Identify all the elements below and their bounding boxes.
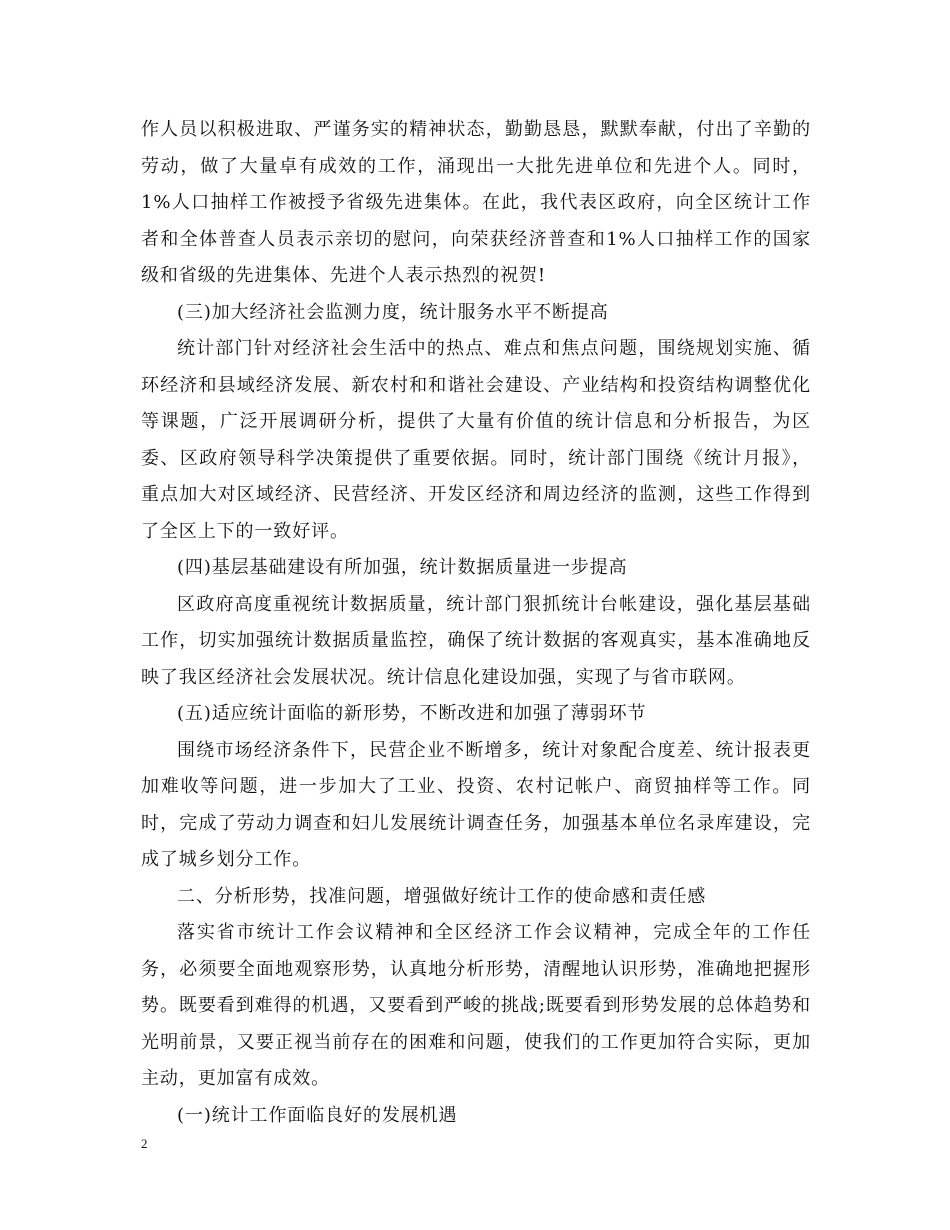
paragraph-4: 围绕市场经济条件下，民营企业不断增多，统计对象配合度差、统计报表更加难收等问题，进一步加大了工业、投资、农村记帐户、商贸抽样等工作。同时，完成了劳动力调查和妇儿发展统计调查任务，加强基本单位名录库建设，完成了城乡划分工作。 — [141, 739, 811, 870]
chapter-heading-2: 二、分析形势，找准问题，增强做好统计工作的使命感和责任感 — [177, 885, 707, 907]
paragraph-1: 作人员以积极进取、严谨务实的精神状态，勤勤恳恳，默默奉献，付出了辛勤的劳动，做了大量卓有成效的工作，涌现出一大批先进单位和先进个人。同时，1%人口抽样工作被授予省级先进集体。在此，我代表区政府，向全区统计工作者和全体普查人员表示亲切的慰问，向荣获经济普查和1%人口抽样工作的国家级和省级的先进集体、先进个人表示热烈的祝贺! — [141, 119, 811, 286]
paragraph-3: 区政府高度重视统计数据质量，统计部门狠抓统计台帐建设，强化基层基础工作，切实加强统计数据质量监控，确保了统计数据的客观真实，基本准确地反映了我区经济社会发展状况。统计信息化建设加强，实现了与省市联网。 — [141, 593, 811, 688]
page-number: 2 — [141, 1136, 148, 1151]
section-heading-3: (三)加大经济社会监测力度，统计服务水平不断提高 — [177, 301, 609, 323]
section-heading-4: (四)基层基础建设有所加强，统计数据质量进一步提高 — [177, 557, 628, 578]
paragraph-2: 统计部门针对经济社会生活中的热点、难点和焦点问题，围绕规划实施、循环经济和县域经济发展、新农村和和谐社会建设、产业结构和投资结构调整优化等课题，广泛开展调研分析，提供了大量有价值的统计信息和分析报告，为区委、区政府领导科学决策提供了重要依据。同时，统计部门围绕《统计月报》，重点加大对区域经济、民营经济、开发区经济和周边经济的监测，这些工作得到了全区上下的一致好评。 — [141, 338, 811, 542]
section-heading-5: (五)适应统计面临的新形势，不断改进和加强了薄弱环节 — [177, 703, 647, 724]
paragraph-5: 落实省市统计工作会议精神和全区经济工作会议精神，完成全年的工作任务，必须要全面地观察形势，认真地分析形势，清醒地认识形势，准确地把握形势。既要看到难得的机遇，又要看到严峻的挑战;既要看到形势发展的总体趋势和光明前景，又要正视当前存在的困难和问题，使我们的工作更加符合实际，更加主动，更加富有成效。 — [141, 922, 811, 1089]
document-body — [141, 112, 811, 1134]
section-heading-1: (一)统计工作面临良好的发展机遇 — [177, 1104, 458, 1126]
